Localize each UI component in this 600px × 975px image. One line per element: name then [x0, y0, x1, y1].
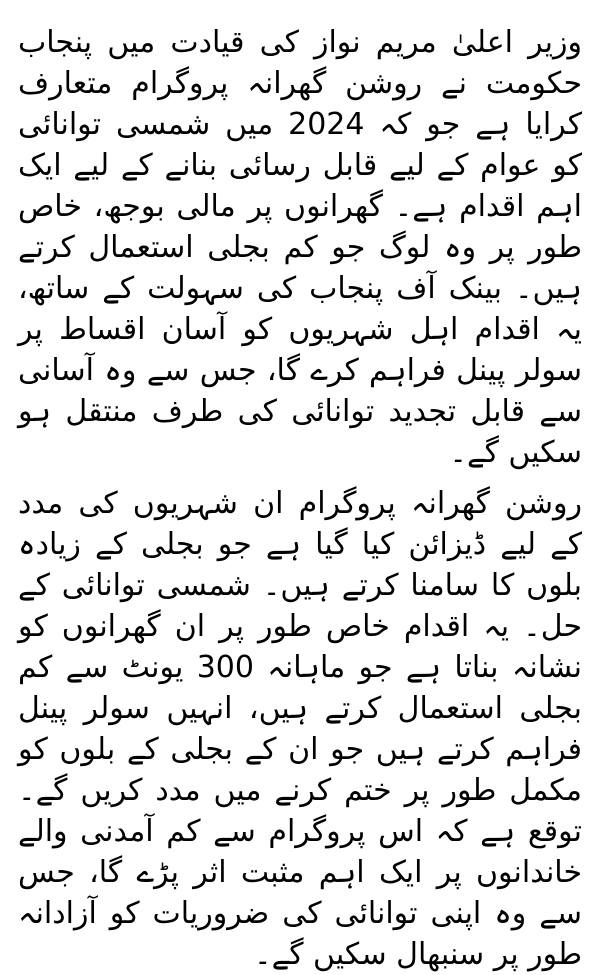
paragraph-1: وزیر اعلیٰ مریم نواز کی قیادت میں پنجاب حکومت نے روشن گھرانہ پروگرام متعارف کرایا ہے جو کہ 2024 میں شمسی توانائی کو عوام کے لیے قابل رسائی بنانے کے لیے ایک اہم اقدام ہے۔ گھرانوں پر مالی بوجھ، خاص طور پر وہ لوگ جو کم بجلی استعمال کرتے ہیں۔ بینک آف پنجاب کی سہولت کے ساتھ، یہ اقدام اہل شہریوں کو آسان اقساط پر سولر پینل فراہم کرے گا، جس سے وہ آسانی سے قابل تجدید توانائی کی طرف منتقل ہو سکیں گے۔ [18, 25, 583, 470]
paragraph-2: روشن گھرانہ پروگرام ان شہریوں کی مدد کے لیے ڈیزائن کیا گیا ہے جو بجلی کے زیادہ بلوں کا سامنا کرتے ہیں۔ شمسی توانائی کے حل۔ یہ اقدام خاص طور پر ان گھرانوں کو نشانہ بناتا ہے جو ماہانہ 300 یونٹ سے کم بجلی استعمال کرتے ہیں، انہیں سولر پینل فراہم کرتے ہیں جو ان کے بجلی کے بلوں کو مکمل طور پر ختم کرنے میں مدد کریں گے۔ توقع ہے کہ اس پروگرام سے کم آمدنی والے خاندانوں پر ایک اہم مثبت اثر پڑے گا، جس سے وہ اپنی توانائی کی ضروریات کو آزادانہ طور پر سنبھال سکیں گے۔ [18, 486, 582, 972]
